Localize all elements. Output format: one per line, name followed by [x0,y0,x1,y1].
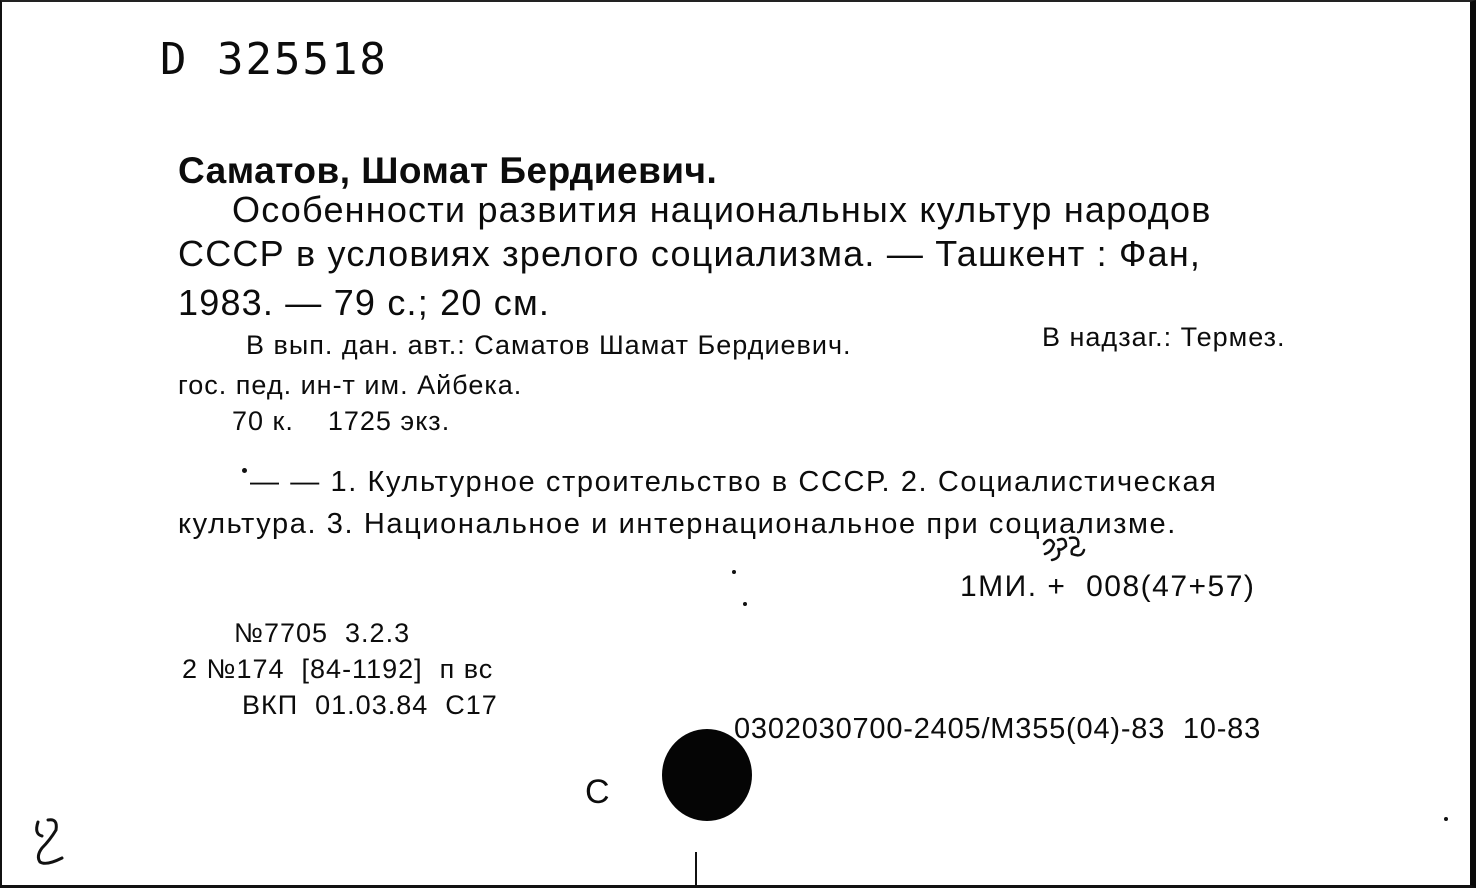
title-line-2: СССР в условиях зрелого социализма. — Ташкент : Фан, [178,233,1202,274]
note-series-heading: В надзаг.: Термез. [1042,322,1286,352]
card-edge-tick [695,852,697,886]
ink-dot [743,602,747,606]
title-line-1: Особенности развития национальных культур народов [232,189,1212,230]
ink-dot [242,468,247,473]
classification-index: 1МИ. + 008(47+57) [960,570,1256,603]
author-heading: Саматов, Шомат Бердиевич. [178,150,718,191]
stamp-line-3: ВКП 01.03.84 С17 [242,690,498,720]
subject-headings-line-2: культура. 3. Национальное и интернациональное при социализме. [178,508,1177,540]
copyright-mark: С [585,773,610,811]
note-author-data: В вып. дан. авт.: Саматов Шамат Бердиевич. [246,330,852,360]
stamp-line-2: 2 №174 [84-1192] п вс [182,654,494,684]
ink-dot [732,570,736,574]
note-institute: гос. пед. ин-т им. Айбека. [178,370,523,400]
call-number: D 325518 [160,34,388,85]
title-line-3: 1983. — 79 с.; 20 см. [178,282,551,323]
ink-dot [1444,817,1448,821]
punch-hole [662,729,752,821]
isbn-code-line: 0302030700-2405/М355(04)-83 10-83 [734,713,1262,745]
subject-headings-line-1: — — 1. Культурное строительство в СССР. 2. Социалистическая [250,466,1218,498]
stamp-line-1: №7705 3.2.3 [234,618,411,648]
handwritten-mark-icon [26,814,70,872]
price-and-print-run: 70 к. 1725 экз. [232,406,451,436]
